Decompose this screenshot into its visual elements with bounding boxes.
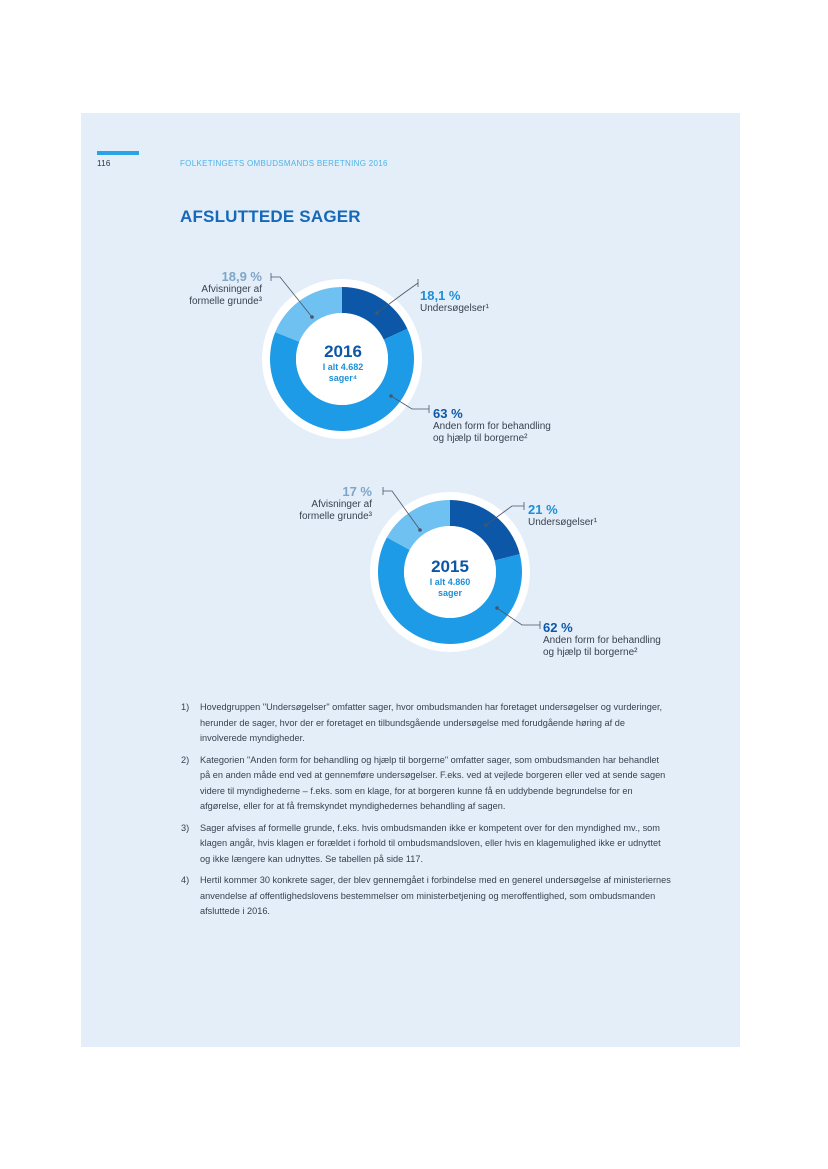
chart-2016-leader-dot — [389, 394, 393, 398]
chart-2016-label-undersogelser — [420, 288, 570, 315]
footnote-number: 4) — [181, 875, 190, 885]
footnote-item — [181, 700, 671, 747]
chart-2015-text-anden-form-1: Anden form for behandling — [543, 635, 661, 646]
footnote-item — [181, 753, 671, 815]
footnote-number: 3) — [181, 822, 190, 833]
chart-2015-year: 2015 — [431, 557, 469, 576]
chart-2016-text-afvisninger-2: formelle grunde³ — [189, 296, 262, 307]
chart-2016-year: 2016 — [324, 342, 362, 361]
chart-2015-pct-undersogelser: 21 % — [528, 502, 558, 517]
chart-2015-leader-dot — [484, 523, 488, 527]
chart-2016-label-anden-form — [433, 406, 603, 445]
chart-2016-pct-undersogelser: 18,1 % — [420, 288, 461, 303]
chart-2015-text-afvisninger-2: formelle grunde³ — [299, 511, 372, 522]
footnote-text: Hertil kommer 30 konkrete sager, der blev gennemgået i forbindelse med en generel undersøgelse af ministeriernes anvendelse af offentlighedslovens bestemmelser om ministerbetjening og meroffentlighed, som ombudsmanden afsluttede i 2016. — [200, 875, 671, 916]
chart-2016-total-unit: sager⁴ — [328, 373, 358, 383]
chart-2016-text-anden-form-2: og hjælp til borgerne² — [433, 433, 528, 444]
chart-2015-leader-dot — [495, 606, 499, 610]
footnote-text: Hovedgruppen "Undersøgelser" omfatter sager, hvor ombudsmanden har foretaget undersøgelser og vurderinger, herunder de sager, hvor der er foretaget en tilbundsgående undersøgelse med forudgående høring af de involverede myndigheder. — [200, 702, 663, 743]
section-title: AFSLUTTEDE SAGER — [180, 207, 361, 226]
chart-2016-text-undersogelser: Undersøgelser¹ — [420, 303, 489, 314]
footnote-number: 1) — [181, 702, 190, 712]
chart-2015-label-undersogelser — [528, 502, 678, 529]
chart-2015-pct-anden-form: 62 % — [543, 620, 573, 635]
chart-2015-label-anden-form — [543, 620, 713, 659]
chart-2016-pct-anden-form: 63 % — [433, 406, 463, 421]
footnote-text: Kategorien "Anden form for behandling og hjælp til borgerne" omfatter sager, som ombudsmanden har behandlet på en anden måde end ved at gennemføre undersøgelser. F.eks. ved at vejlede borgeren eller ved at sende sagen videre til myndighederne – f.eks. som en klage, for at borgeren kunne få en uddybende begrundelse for en afgørelse, eller for at få fremskyndet myndighedernes behandling af sagen. — [200, 754, 666, 811]
chart-2015-center — [410, 557, 490, 599]
running-title: FOLKETINGETS OMBUDSMANDS BERETNING 2016 — [180, 159, 388, 168]
chart-2016-text-afvisninger-1: Afvisninger af — [201, 284, 262, 295]
chart-2016-label-afvisninger — [150, 269, 262, 308]
chart-2015-pct-afvisninger: 17 % — [342, 484, 372, 499]
footnote-item — [181, 873, 671, 920]
chart-2016-leader-dot — [375, 311, 379, 315]
page-number: 116 — [97, 159, 111, 168]
footnote-text: Sager afvises af formelle grunde, f.eks. hvis ombudsmanden ikke er kompetent over for den myndighed mv., som klagen angår, hvis klagen er forældet i forhold til ombudsmandsloven, eller hvis en klagemulighed ikke er udnyttet og ikke længere kan udnyttes. Se tabellen på side 117. — [200, 822, 661, 864]
footnote-number: 2) — [181, 754, 190, 765]
footnotes-list — [181, 700, 671, 926]
chart-2016-text-anden-form-1: Anden form for behandling — [433, 421, 551, 432]
chart-2016-total: I alt 4.682 — [322, 362, 364, 372]
chart-2015-text-afvisninger-1: Afvisninger af — [311, 499, 372, 510]
footnote-item — [181, 821, 671, 868]
chart-2015-total: I alt 4.860 — [429, 577, 471, 587]
chart-2016-center — [303, 342, 383, 384]
chart-2015-leader-dot — [418, 528, 422, 532]
chart-2015-text-anden-form-2: og hjælp til borgerne² — [543, 647, 638, 658]
chart-2015-label-afvisninger — [262, 484, 372, 523]
chart-2015-total-unit: sager — [437, 588, 463, 598]
chart-2016-leader-dot — [310, 315, 314, 319]
chart-2016-pct-afvisninger: 18,9 % — [221, 269, 262, 284]
chart-2015-text-undersogelser: Undersøgelser¹ — [528, 517, 597, 528]
